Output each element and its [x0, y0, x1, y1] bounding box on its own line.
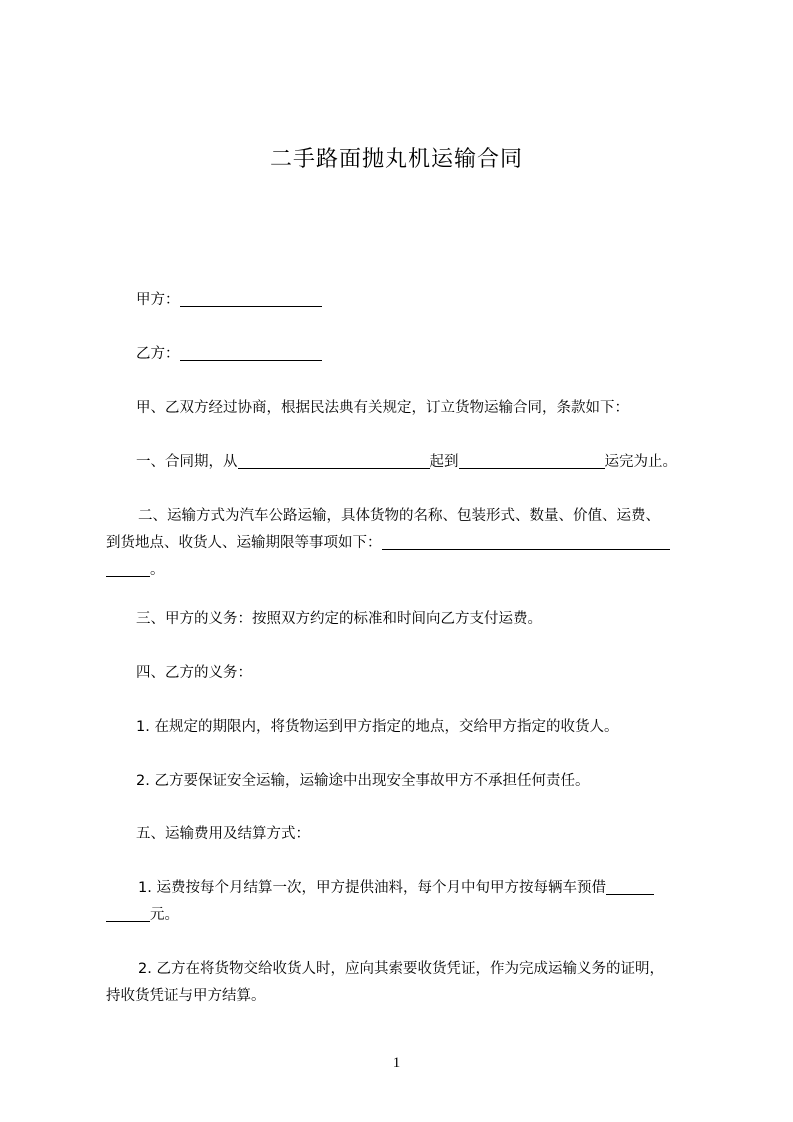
clause-2-blank — [382, 533, 670, 550]
clause-5-item-1-blank-cont — [106, 905, 150, 922]
clause-1-end-blank — [459, 452, 605, 469]
clause-2-line-1: 二、运输方式为汽车公路运输，具体货物的名称、包装形式、数量、价值、运费、 — [138, 508, 660, 524]
clause-5-item-1-line-2 — [106, 902, 179, 929]
document-title: 二手路面抛丸机运输合同 — [269, 147, 523, 172]
clause-3: 三、甲方的义务：按照双方约定的标准和时间向乙方支付运费。 — [136, 611, 542, 627]
clause-4-item-1: 1. 在规定的期限内，将货物运到甲方指定的地点，交给甲方指定的收货人。 — [136, 719, 619, 735]
clause-4-item-2: 2. 乙方要保证安全运输，运输途中出现安全事故甲方不承担任何责任。 — [136, 773, 590, 789]
party-b-line — [136, 341, 322, 368]
party-a-line — [136, 287, 322, 314]
clause-2-blank-cont — [106, 560, 150, 577]
party-b-label: 乙方： — [136, 346, 180, 362]
clause-5-heading: 五、运输费用及结算方式： — [136, 826, 310, 842]
clause-1-start-blank — [238, 452, 430, 469]
clause-2-line-2 — [106, 530, 670, 557]
clause-5-item-1-line-1 — [138, 875, 654, 902]
clause-1-start: 一、合同期，从 — [136, 454, 238, 470]
clause-1 — [136, 449, 677, 476]
intro-paragraph: 甲、乙双方经过协商，根据民法典有关规定，订立货物运输合同，条款如下： — [136, 400, 629, 416]
party-b-blank — [180, 344, 322, 361]
clause-5-item-1-end: 元。 — [150, 907, 179, 923]
clause-2-label: 到货地点、收货人、运输期限等事项如下： — [106, 535, 382, 551]
clause-4-heading: 四、乙方的义务： — [136, 665, 252, 681]
clause-5-item-1-text: 1. 运费按每个月结算一次，甲方提供油料，每个月中旬甲方按每辆车预借 — [138, 880, 606, 896]
clause-1-end: 运完为止。 — [604, 454, 677, 470]
clause-2-end: 。 — [150, 562, 165, 578]
page-number: 1 — [392, 1055, 401, 1071]
clause-1-middle: 起到 — [429, 454, 459, 470]
clause-5-item-2-line-1: 2. 乙方在将货物交给收货人时，应向其索要收货凭证，作为完成运输义务的证明， — [138, 961, 664, 977]
party-a-label: 甲方： — [136, 292, 180, 308]
clause-5-item-1-blank — [606, 878, 654, 895]
party-a-blank — [180, 290, 322, 307]
clause-5-item-2-line-2: 持收货凭证与甲方结算。 — [106, 988, 266, 1004]
clause-2-line-3 — [106, 557, 165, 584]
